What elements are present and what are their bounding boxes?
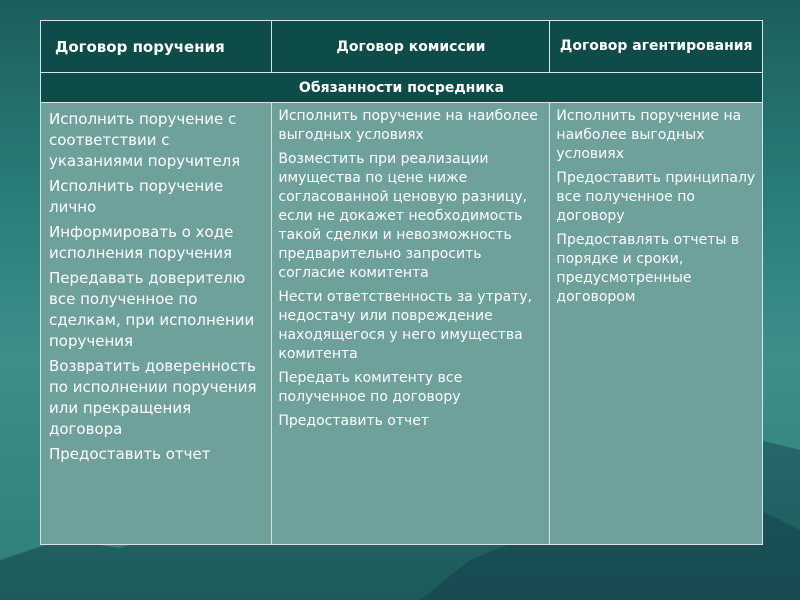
column-poruchenie bbox=[41, 103, 272, 545]
comparison-table bbox=[40, 20, 763, 545]
header-row bbox=[41, 21, 763, 73]
section-row bbox=[41, 73, 763, 103]
section-title: Обязанности посредника bbox=[41, 73, 763, 103]
body-row bbox=[41, 103, 763, 545]
list-item: Нести ответственность за утрату, недостачу или повреждение находящегося у него имущества комитента bbox=[278, 289, 533, 362]
list-item: Исполнить поручение на наиболее выгодных условиях bbox=[556, 108, 742, 162]
list-item: Исполнить поручение с соответствии с указаниями поручителя bbox=[49, 110, 241, 170]
header-label-poruchenie: Договор поручения bbox=[55, 37, 225, 56]
list-item: Предоставить отчет bbox=[49, 445, 211, 463]
header-cell-agentirovaniya bbox=[550, 21, 763, 73]
column-komissii bbox=[272, 103, 550, 545]
list-item: Возместить при реализации имущества по цене ниже согласованной ценовую разницу, если не докажет необходимость такой сделки и невозможность предварительно запросить согласие комитента bbox=[278, 151, 528, 281]
header-label-agentirovaniya: Договор агентирования bbox=[559, 38, 753, 54]
list-item: Исполнить поручение на наиболее выгодных условиях bbox=[278, 108, 538, 143]
list-item: Передать комитенту все полученное по договору bbox=[278, 370, 463, 405]
list-item: Передавать доверителю все полученное по сделкам, при исполнении поручения bbox=[49, 269, 255, 350]
header-label-komissii: Договор комиссии bbox=[336, 38, 486, 55]
list-item: Исполнить поручение лично bbox=[49, 177, 224, 216]
column-agentirovaniya bbox=[550, 103, 763, 545]
list-item: Предоставлять отчеты в порядке и сроки, предусмотренные договором bbox=[556, 232, 740, 305]
header-cell-poruchenie bbox=[41, 21, 272, 73]
list-item: Предоставить отчет bbox=[278, 413, 430, 429]
header-cell-komissii bbox=[272, 21, 550, 73]
list-item: Возвратить доверенность по исполнении поручения или прекращения договора bbox=[49, 357, 257, 438]
list-item: Предоставить принципалу все полученное по договору bbox=[556, 170, 756, 224]
list-item: Информировать о ходе исполнения поручения bbox=[49, 223, 234, 262]
